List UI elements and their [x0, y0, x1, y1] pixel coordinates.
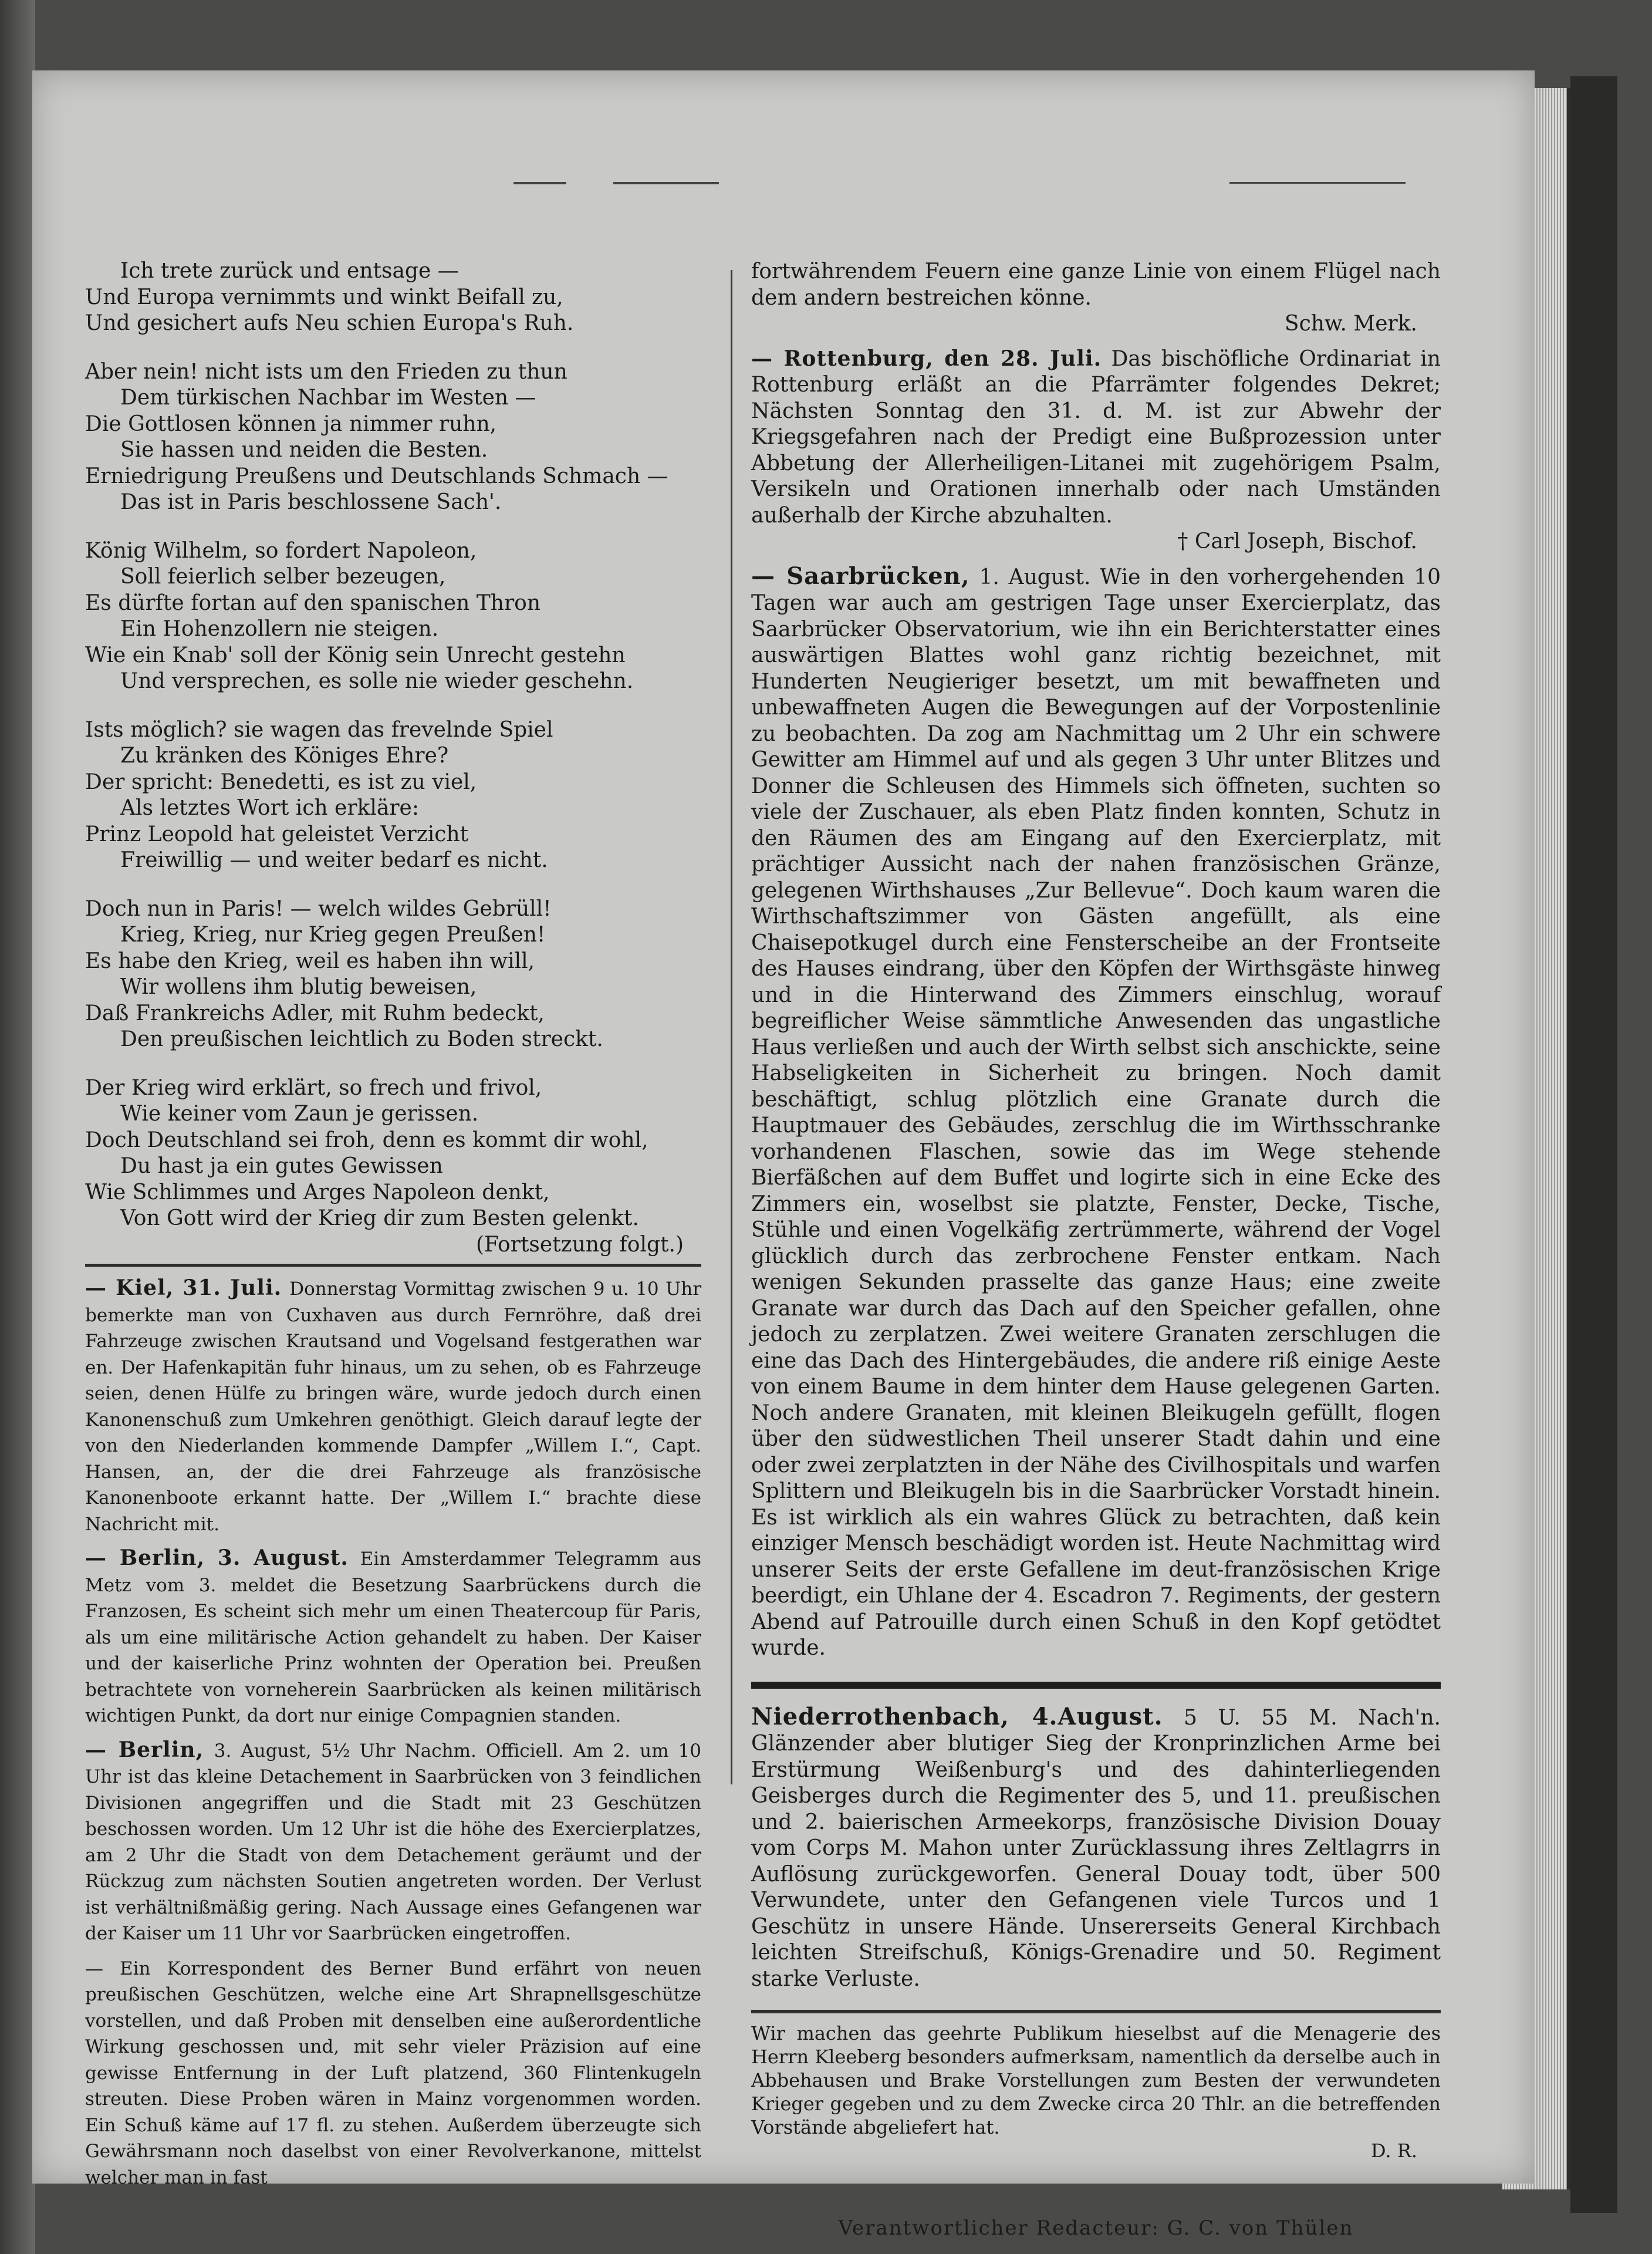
article-body: Donnerstag Vormittag zwischen 9 u. 10 Uhr bemerkte man von Cuxhaven aus durch Fernröhre, daß drei Fahrzeuge zwischen Krautsand und Vogelsand festgerathen war en. Der Hafenkapitän fuhr hinaus, um zu sehen, ob es Fahrzeuge seien, denen Hülfe zu bringen wäre, wurde jedoch durch einen Kanonenschuß zum Umkehren genöthigt. Gleich darauf legte der von den Niederlanden kommende Dampfer „Willem I.“, Capt. Hansen, an, der die drei Fahrzeuge als französische Kanonenboote erkannt hatte. Der „Willem I.“ brachte diese Nachricht mit. — [85, 1278, 702, 1535]
poem-stanza — [85, 538, 701, 695]
poem-stanza — [85, 258, 701, 337]
poem-line: König Wilhelm, so fordert Napoleon, — [85, 538, 477, 563]
article-heading: — Berlin, 3. August. — [85, 1546, 349, 1570]
poem-line: Der spricht: Benedetti, es ist zu viel, — [85, 770, 477, 794]
article-kiel — [85, 1275, 701, 1537]
poem-line: Doch Deutschland sei froh, denn es kommt dir wohl, — [85, 1128, 648, 1152]
poem-line: Den preußischen leichtlich zu Boden streckt. — [120, 1027, 603, 1051]
poem-stanza — [85, 1075, 701, 1232]
poem-line: Ists möglich? sie wagen das frevelnde Spiel — [85, 717, 553, 742]
notice-menagerie — [751, 2010, 1441, 2162]
article-heading: — Berlin, — [85, 1737, 204, 1762]
poem-line: Erniedrigung Preußens und Deutschlands Schmach — — [85, 464, 668, 488]
article-body: 3. August, 5½ Uhr Nachm. Officiell. Am 2. um 10 Uhr ist das kleine Detachement in Saarbrücken von 3 feindlichen Divisionen angegriffen und die Stadt mit 23 Geschützen beschossen worden. Um 12 Uhr ist die höhe des Exercierplatzes, am 2 Uhr die Stadt von dem Detachement geräumt und der Rückzug zum nächsten Soutien angetreten worden. Der Verlust ist verhältnißmäßig gering. Nach Aussage eines Gefangenen war der Kaiser um 11 Uhr vor Saarbrücken eingetroffen. — [85, 1740, 701, 1944]
article-heading: — Rottenburg, den 28. Juli. — [751, 346, 1102, 371]
poem-line: Wir wollens ihm blutig beweisen, — [120, 975, 477, 999]
article-body: 5 U. 55 M. Nach'n. Glänzender aber blutiger Sieg der Kronprinzlichen Arme bei Erstürmung Weißenburg's und des dahinterliegenden Geisberges durch die Regimenter des 5, und 11. preußischen und 2. baierischen Armeekorps, französische Division Douay vom Corps M. Mahon unter Zurücklassung ihres Zeltlagrrs in Auflösung zurückgeworfen. General Douay todt, über 500 Verwundete, unter den Gefangenen viele Turcos und 1 Geschütz in unsere Hände. Unsererseits General Kirchbach leichten Streifschuß, Königs-Grenadire und 50. Regiment starke Verluste. — [751, 1705, 1441, 1991]
book-cover-edge — [1570, 76, 1617, 2213]
poem-line: Ein Hohenzollern nie steigen. — [120, 617, 439, 641]
header-rule — [1229, 182, 1406, 184]
poem-stanza — [85, 717, 701, 874]
poem-line: Sie hassen und neiden die Besten. — [120, 438, 488, 462]
poem-line: Wie keiner vom Zaun je gerissen. — [120, 1102, 479, 1126]
article-heading: Niederrothenbach, 4.August. — [751, 1702, 1163, 1730]
poem-line: Prinz Leopold hat geleistet Verzicht — [85, 822, 469, 846]
header-rule — [613, 182, 719, 184]
article-heading: — Saarbrücken, — [751, 562, 970, 590]
right-column — [751, 258, 1441, 2242]
poem-line: Wie ein Knab' soll der König sein Unrecht gestehn — [85, 643, 626, 667]
section-rule — [85, 1264, 701, 1267]
poem-line: Zu kränken des Königes Ehre? — [120, 744, 449, 768]
article-berner-bund — [85, 1955, 701, 2191]
article-signature: Schw. Merk. — [1284, 312, 1417, 336]
article-berlin-official — [85, 1737, 701, 1946]
article-body: fortwährendem Feuern eine ganze Linie von einem Flügel nach dem andern bestreichen könne. — [751, 259, 1441, 310]
poem-line: Und Europa vernimmts und winkt Beifall zu, — [85, 285, 563, 309]
column-divider — [731, 270, 732, 1784]
article-niederrothenbach — [751, 1704, 1441, 1993]
poem-line: Daß Frankreichs Adler, mit Ruhm bedeckt, — [85, 1001, 545, 1025]
poem-stanza — [85, 359, 701, 516]
poem-line: Es dürfte fortan auf den spanischen Thron — [85, 591, 541, 615]
poem-line: Und versprechen, es solle nie wieder geschehn. — [120, 669, 634, 693]
book-binding-left — [0, 0, 35, 2254]
article-body: Ein Amsterdammer Telegramm aus Metz vom 3. meldet die Besetzung Saarbrückens durch die Franzosen, Es scheint sich mehr um einen Theatercoup für Paris, als um eine militärische Action gehandelt zu haben. Der Kaiser und der kaiserliche Prinz wohnten der Operation bei. Preußen betrachtete von vorneherein Saarbrücken als keinen militärisch wichtigen Punkt, da dort nur einige Compagnien standen. — [85, 1548, 702, 1726]
article-body: Das bischöfliche Ordinariat in Rottenburg erläßt an die Pfarrämter folgendes Dekret; Nächsten Sonntag den 31. d. M. ist zur Abwehr der Kriegsgefahren nach der Predigt eine Bußprozession unter Abbetung der Allerheiligen-Litanei mit zugehörigem Psalm, Versikeln und Orationen innerhalb oder nach Umständen außerhalb der Kirche abzuhalten. — [751, 346, 1441, 528]
poem-line: Soll feierlich selber bezeugen, — [120, 565, 446, 589]
poem-line: Es habe den Krieg, weil es haben ihn will, — [85, 949, 535, 973]
article-signature: † Carl Joseph, Bischof. — [1177, 529, 1417, 554]
poem-line: Aber nein! nicht ists um den Frieden zu thun — [85, 359, 567, 384]
poem-line: Wie Schlimmes und Arges Napoleon denkt, — [85, 1180, 550, 1204]
article-body: 1. August. Wie in den vorhergehenden 10 Tagen war auch am gestrigen Tage unser Exercierplatz, das Saarbrücker Observatorium, wie ihn ein Berichterstatter eines auswärtigen Blattes wohl ganz richtig bezeichnet, mit Hunderten Neugieriger besetzt, um mit bewaffneten und unbewaffneten Augen die Bewegungen auf der Vorpostenlinie zu beobachten. Da zog am Nachmittag um 2 Uhr ein schwere Gewitter am Himmel auf und als gegen 3 Uhr unter Blitzes und Donner die Schleusen des Himmels sich öffneten, suchten so viele der Zuschauer, als eben Platz finden konnten, Schutz in den Räumen des am Eingang auf den Exercierplatz, mit prächtiger Aussicht nach der nahen französischen Gränze, gelegenen Wirthshauses „Zur Bellevue“. Doch kaum waren die Wirthschaftszimmer von Gästen angefüllt, als eine Chaisepotkugel durch eine Fensterscheibe an der Frontseite des Hauses eindrang, über den Köpfen der Wirthsgäste hinweg und in die Hinterwand des Zimmers einschlug, worauf begreiflicher Weise sämmtliche Anwesenden das ungastliche Haus verließen und auch der Wirth selbst sich anschickte, seine Habseligkeiten in Sicherheit zu bringen. Noch damit beschäftigt, schlug plötzlich eine Granate durch die Hauptmauer des Gebäudes, zerschlug die im Wirthsschranke vorhandenen Flaschen, sowie das im Wege stehende Bierfäßchen auf dem Buffet und logirte sich in eine Ecke des Zimmers ein, woselbst sie platzte, Fenster, Decke, Tische, Stühle und einen Vogelkäfig zertrümmerte, während der Vogel glücklich durch das zerbrochene Fenster entkam. Nach wenigen Sekunden prasselte das ganze Haus; eine zweite Granate war durch das Dach auf den Speicher gefallen, ohne jedoch zu zerplatzen. Zwei weitere Granaten zerschlugen die eine das Dach des Hintergebäudes, die andere riß einige Aeste von einem Baume in dem hinter dem Hause gelegenen Garten. Noch andere Granaten, mit kleinen Bleikugeln gefüllt, flogen über den südwestlichen Theil unserer Stadt dahin und eine oder zwei zerplatzten in der Nähe des Civilhospitals und warfen Splittern und Bleikugeln bis in die Saarbrücker Vorstadt hinein. Es ist wirklich als ein wahres Glück zu betrachten, daß kein einziger Mensch beschädigt worden ist. Heute Nachmittag wird unserer Seits der erste Gefallene im deut-französischen Krige beerdigt, ein Uhlane der 4. Escadron 7. Regiments, der gestern Abend auf Patrouille durch einen Schuß in den Kopf getödtet wurde. — [751, 565, 1441, 1660]
notice-signature: D. R. — [1370, 2140, 1417, 2162]
poem-line: Als letztes Wort ich erkläre: — [120, 796, 419, 820]
poem-line: Die Gottlosen können ja nimmer ruhn, — [85, 411, 497, 436]
poem-line: Doch nun in Paris! — welch wildes Gebrüll! — [85, 896, 552, 921]
poem-line: Und gesichert aufs Neu schien Europa's Ruh. — [85, 311, 574, 335]
poem-line: Dem türkischen Nachbar im Westen — — [120, 386, 536, 410]
poem-line: Das ist in Paris beschlossene Sach'. — [120, 490, 502, 514]
continued-note: (Fortsetzung folgt.) — [476, 1232, 684, 1257]
article-heading: — Kiel, 31. Juli. — [85, 1276, 282, 1300]
poem-line: Du hast ja ein gutes Gewissen — [120, 1154, 443, 1178]
article-saarbruecken — [751, 564, 1441, 1662]
article-continuation — [751, 258, 1441, 338]
article-berlin-telegram — [85, 1545, 701, 1729]
header-rule — [513, 182, 566, 184]
poem-line: Der Krieg wird erklärt, so frech und frivol, — [85, 1075, 542, 1100]
poem-line: Ich trete zurück und entsage — — [120, 259, 459, 283]
editor-line: Verantwortlicher Redacteur: G. C. von Thülen — [838, 2216, 1354, 2240]
poem-line: Von Gott wird der Krieg dir zum Besten gelenkt. — [120, 1206, 639, 1230]
article-body: — Ein Korrespondent des Berner Bund erfährt von neuen preußischen Geschützen, welche eine Art Shrapnellsgeschütze vorstellen, und daß Proben mit denselben eine außerordentliche Wirkung geschossen und, mit sehr vieler Präzision auf eine gewisse Entfernung in der Luft platzend, 360 Flintenkugeln streuten. Diese Proben wären in Mainz vorgenommen worden. Ein Schuß käme auf 17 fl. zu stehen. Außerdem überzeugte sich Gewährsmann noch daselbst von einer Revolverkanone, mittelst welcher man in fast — [85, 1958, 701, 2188]
left-column — [85, 258, 701, 2198]
article-rottenburg — [751, 346, 1441, 555]
poem-line: Freiwillig — und weiter bedarf es nicht. — [120, 848, 548, 872]
section-rule-heavy — [751, 1682, 1441, 1689]
poem — [85, 258, 701, 1258]
notice-body: Wir machen das geehrte Publikum hieselbst auf die Menagerie des Herrn Kleeberg besonders aufmerksam, namentlich da derselbe auch in Abbehausen und Brake Vorstellungen zum Besten der verwundeten Krieger gegeben und zu dem Zwecke circa 20 Thlr. an die betreffenden Vorstände abgeliefert hat. — [751, 2022, 1441, 2138]
poem-line: Krieg, Krieg, nur Krieg gegen Preußen! — [120, 923, 546, 947]
newspaper-page — [32, 70, 1535, 2240]
poem-stanza — [85, 896, 701, 1053]
